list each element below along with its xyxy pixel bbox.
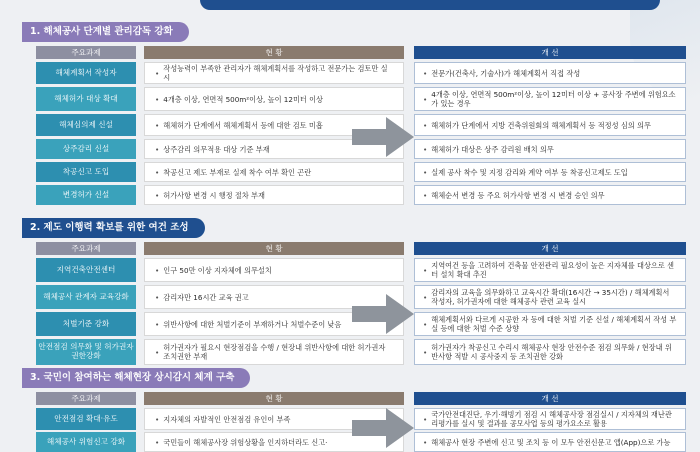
improvement-cell: • 전문가(건축사, 기술사)가 해체계획서 직접 작성: [414, 62, 686, 84]
status-cell: • 인구 50만 이상 지자체에 의무설치: [144, 258, 404, 282]
status-text: 해체허가 단계에서 해체계획서 등에 대한 검토 미흡: [163, 120, 323, 130]
status-text: 감리자만 16시간 교육 권고: [163, 292, 249, 302]
status-cell: • 작성능력이 부족한 관리자가 해체계획서를 작성하고 전문가는 검토만 실시: [144, 62, 404, 84]
improvement-cell: • 해체계획서와 다르게 시공한 자 등에 대한 처벌 기준 신설 / 해체계획서 작성 부실 등에 대한 처벌 수준 상향: [414, 312, 686, 336]
improvement-text: 해체허가 단계에서 지방 건축위원회의 해체계획서 등 적정성 심의 의무: [431, 120, 651, 130]
status-text: 국민들이 해체공사장 위험상황을 인지하더라도 신고·: [163, 437, 328, 447]
task-cell: 상주감리 신설: [36, 139, 136, 159]
arrow-right-icon: [352, 294, 414, 334]
improvement-cell: • 해체순서 변경 등 주요 허가사항 변경 시 변경 승인 의무: [414, 185, 686, 205]
status-cell: • 해체허가 단계에서 해체계획서 등에 대한 검토 미흡: [144, 114, 404, 136]
task-cell: 해체심의제 신설: [36, 114, 136, 136]
header-status: 현 황: [144, 46, 404, 59]
status-text: 4개층 이상, 연면적 500m²이상, 높이 12미터 이상: [163, 94, 323, 104]
arrow-right-icon: [352, 408, 414, 448]
improvement-cell: • 해체허가 대상은 상주 감리원 배치 의무: [414, 139, 686, 159]
improvement-cell: • 실제 공사 착수 및 지정 감리와 계약 여부 등 착공신고제도 도입: [414, 162, 686, 182]
status-text: 상주감리 의무적용 대상 기준 부재: [163, 144, 270, 154]
improvement-cell: • 4개층 이상, 연면적 500m²이상, 높이 12미터 이상 + 공사장 주변에 위험요소가 있는 경우: [414, 87, 686, 111]
improvement-cell: • 해체허가 단계에서 지방 건축위원회의 해체계획서 등 적정성 심의 의무: [414, 114, 686, 136]
improvement-cell: • 해체공사 현장 주변에 신고 및 조치 등 이 모두 안전신문고 앱(App)으로 가능: [414, 432, 686, 452]
status-text: 허가사항 변경 시 행정 절차 부재: [163, 190, 265, 200]
improvement-cell: • 지역여건 등을 고려하여 건축물 안전관리 필요성이 높은 지자체를 대상으로 센터 설치 확대 추진: [414, 258, 686, 282]
top-banner-bar: [200, 0, 660, 10]
improvement-cell: • 감리자의 교육을 의무화하고 교육시간 확대(16시간 → 35시간) / 해체계획서 작성자, 허가권자에 대한 해체공사 관련 교육 실시: [414, 285, 686, 309]
status-text: 허가권자가 필요시 현장점검을 수행 / 현장내 위반사항에 대한 허가권자 조치권한 부재: [163, 343, 386, 361]
improvement-text: 해체계획서와 다르게 시공한 자 등에 대한 처벌 기준 신설 / 해체계획서 작성 부실 등에 대한 처벌 수준 상향: [431, 315, 677, 333]
header-task: 주요과제: [36, 392, 136, 405]
task-cell: 지역건축안전센터: [36, 258, 136, 282]
header-task: 주요과제: [36, 46, 136, 59]
improvement-text: 감리자의 교육을 의무화하고 교육시간 확대(16시간 → 35시간) / 해체계획서 작성자, 허가권자에 대한 해체공사 관련 교육 실시: [431, 288, 670, 306]
header-status: 현 황: [144, 242, 404, 255]
status-cell: • 지자체의 자발적인 안전점검 유인이 부족: [144, 408, 404, 430]
status-cell: • 착공신고 제도 부재로 실제 착수 여부 확인 곤란: [144, 162, 404, 182]
task-cell: 착공신고 도입: [36, 162, 136, 182]
improvement-text: 4개층 이상, 연면적 500m²이상, 높이 12미터 이상 + 공사장 주변에 위험요소가 있는 경우: [431, 90, 676, 108]
section-title: 3. 국민이 참여하는 해체현장 상시감시 체계 구축: [22, 368, 250, 388]
task-cell: 해체공사 관계자 교육강화: [36, 285, 136, 309]
section-title: 1. 해체공사 단계별 관리감독 강화: [22, 22, 189, 42]
status-text: 위반사항에 대한 처벌기준이 부재하거나 처벌수준이 낮음: [163, 319, 342, 329]
status-cell: • 감리자만 16시간 교육 권고: [144, 285, 404, 309]
improvement-text: 실제 공사 착수 및 지정 감리와 계약 여부 등 착공신고제도 도입: [431, 167, 628, 177]
header-improvement: 개 선: [414, 392, 686, 405]
header-improvement: 개 선: [414, 242, 686, 255]
task-cell: 안전점검 확대·유도: [36, 408, 136, 430]
header-improvement: 개 선: [414, 46, 686, 59]
improvement-text: 해체허가 대상은 상주 감리원 배치 의무: [431, 144, 554, 154]
task-cell: 해체공사 위험신고 강화: [36, 432, 136, 452]
status-cell: • 허가권자가 필요시 현장점검을 수행 / 현장내 위반사항에 대한 허가권자 조치권한 부재: [144, 339, 404, 365]
header-task: 주요과제: [36, 242, 136, 255]
improvement-cell: • 국가안전대진단, 우기·해빙기 점검 시 해체공사장 점검실시 / 지자체의 재난관리평가를 실시 및 결과를 공모사업 등의 평가요소로 활용: [414, 408, 686, 430]
status-cell: • 4개층 이상, 연면적 500m²이상, 높이 12미터 이상: [144, 87, 404, 111]
improvement-text: 지역여건 등을 고려하여 건축물 안전관리 필요성이 높은 지자체를 대상으로 센터 설치 확대 추진: [431, 261, 674, 279]
status-cell: • 허가사항 변경 시 행정 절차 부재: [144, 185, 404, 205]
improvement-text: 전문가(건축사, 기술사)가 해체계획서 직접 작성: [431, 68, 581, 78]
improvement-text: 국가안전대진단, 우기·해빙기 점검 시 해체공사장 점검실시 / 지자체의 재난관리평가를 실시 및 결과를 공모사업 등의 평가요소로 활용: [431, 410, 672, 428]
improvement-text: 허가권자가 착공신고 수리시 해체공사 현장 안전수준 점검 의무화 / 현장내 위반사항 적발 시 공사중지 등 조치권한 강화: [431, 343, 672, 361]
improvement-cell: • 허가권자가 착공신고 수리시 해체공사 현장 안전수준 점검 의무화 / 현장내 위반사항 적발 시 공사중지 등 조치권한 강화: [414, 339, 686, 365]
task-cell: 변경허가 신설: [36, 185, 136, 205]
task-cell: 안전점검 의무화 및 허가권자 권한강화: [36, 339, 136, 365]
status-text: 인구 50만 이상 지자체에 의무설치: [163, 265, 272, 275]
status-text: 착공신고 제도 부재로 실제 착수 여부 확인 곤란: [163, 167, 312, 177]
status-text: 지자체의 자발적인 안전점검 유인이 부족: [163, 414, 291, 424]
arrow-right-icon: [352, 117, 414, 157]
task-cell: 해체허가 대상 확대: [36, 87, 136, 111]
header-status: 현 황: [144, 392, 404, 405]
improvement-text: 해체공사 현장 주변에 신고 및 조치 등 이 모두 안전신문고 앱(App)으로 가능: [431, 437, 671, 447]
section-title: 2. 제도 이행력 확보를 위한 여건 조성: [22, 218, 205, 238]
improvement-text: 해체순서 변경 등 주요 허가사항 변경 시 변경 승인 의무: [431, 190, 605, 200]
status-text: 작성능력이 부족한 관리자가 해체계획서를 작성하고 전문가는 검토만 실시: [163, 64, 388, 82]
status-cell: • 상주감리 의무적용 대상 기준 부재: [144, 139, 404, 159]
status-cell: • 국민들이 해체공사장 위험상황을 인지하더라도 신고·: [144, 432, 404, 452]
task-cell: 해체계획서 작성자: [36, 62, 136, 84]
status-cell: • 위반사항에 대한 처벌기준이 부재하거나 처벌수준이 낮음: [144, 312, 404, 336]
task-cell: 처벌기준 강화: [36, 312, 136, 336]
